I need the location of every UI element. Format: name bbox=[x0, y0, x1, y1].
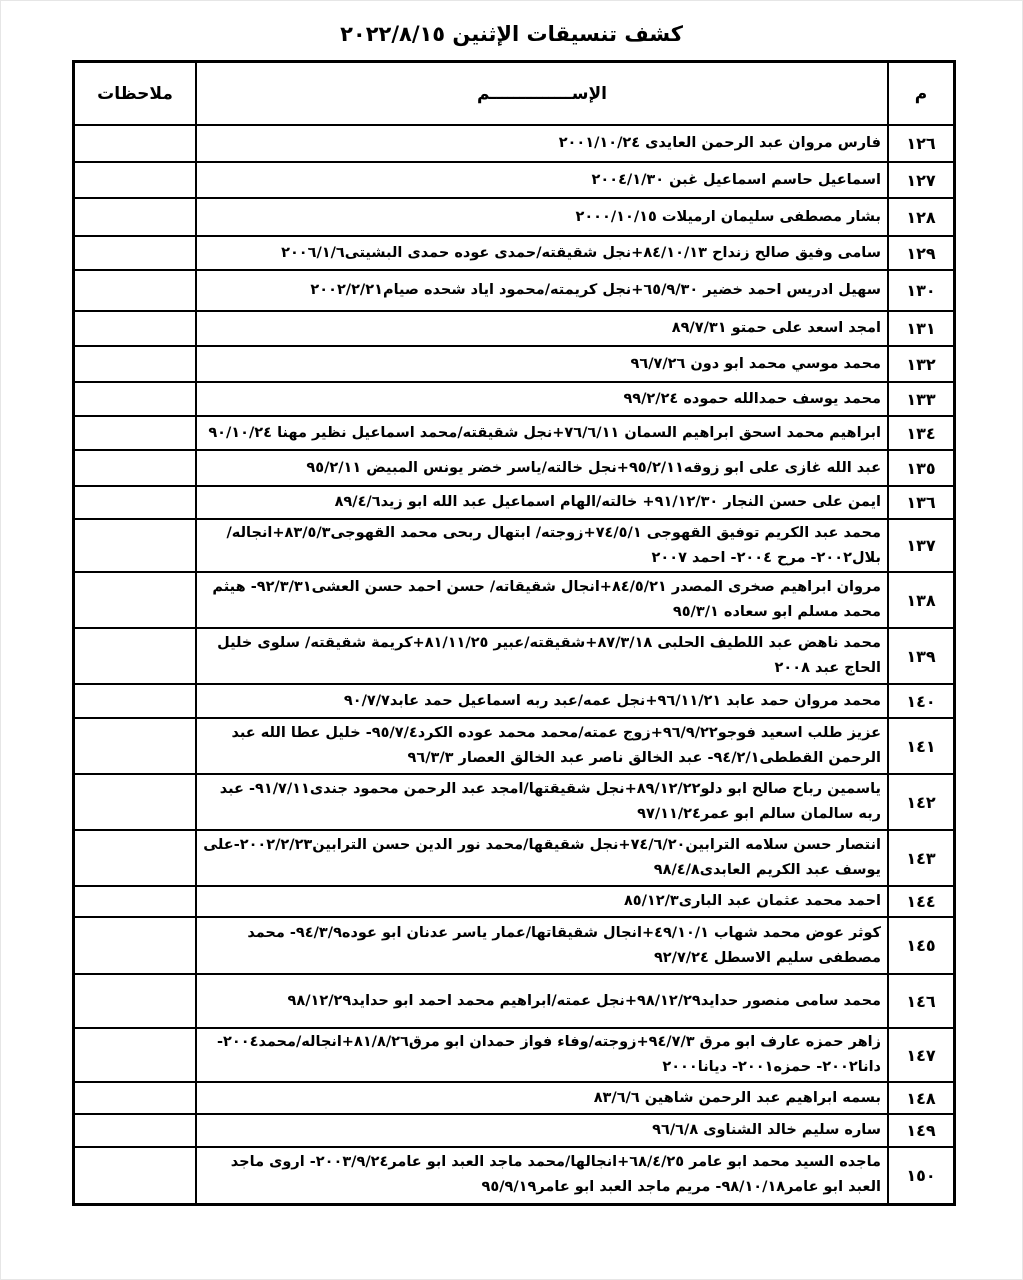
row-number: ١٢٦ bbox=[888, 125, 955, 162]
table-row bbox=[74, 125, 955, 162]
row-name: ابراهيم محمد اسحق ابراهيم السمان ٧٦/٦/١١+نجل شقيقته/محمد اسماعيل نظير مهنا ٩٠/١٠/٢٤ bbox=[196, 416, 888, 450]
row-notes bbox=[74, 416, 197, 450]
row-notes bbox=[74, 311, 197, 346]
row-number: ١٤٩ bbox=[888, 1114, 955, 1147]
row-number: ١٤٠ bbox=[888, 684, 955, 718]
row-notes bbox=[74, 450, 197, 486]
row-notes bbox=[74, 774, 197, 830]
row-notes bbox=[74, 917, 197, 974]
table-row bbox=[74, 450, 955, 486]
row-name: امجد اسعد على حمتو ٨٩/٧/٣١ bbox=[196, 311, 888, 346]
row-number: ١٣٠ bbox=[888, 270, 955, 311]
table-row bbox=[74, 684, 955, 718]
table-row bbox=[74, 774, 955, 830]
row-notes bbox=[74, 974, 197, 1028]
row-name: محمد يوسف حمدالله حموده ٩٩/٢/٢٤ bbox=[196, 382, 888, 416]
table-row bbox=[74, 886, 955, 917]
row-number: ١٤٤ bbox=[888, 886, 955, 917]
row-name: بشار مصطفى سليمان ارميلات ٢٠٠٠/١٠/١٥ bbox=[196, 198, 888, 236]
table-row bbox=[74, 917, 955, 974]
row-notes bbox=[74, 684, 197, 718]
row-name: مروان ابراهيم صخرى المصدر ٨٤/٥/٢١+انجال شقيقاته/ حسن احمد حسن العشى٩٢/٣/٣١- هيثم محمد مسلم ابو سعاده ٩٥/٣/١ bbox=[196, 572, 888, 628]
row-number: ١٣٧ bbox=[888, 519, 955, 572]
row-number: ١٣٦ bbox=[888, 486, 955, 519]
row-notes bbox=[74, 236, 197, 270]
row-notes bbox=[74, 1028, 197, 1082]
table-row bbox=[74, 162, 955, 198]
page-title: كشف تنسيقات الإثنين ٢٠٢٢/٨/١٥ bbox=[340, 22, 683, 46]
row-number: ١٣٩ bbox=[888, 628, 955, 684]
table-row bbox=[74, 974, 955, 1028]
row-notes bbox=[74, 162, 197, 198]
table-row bbox=[74, 1147, 955, 1204]
row-name: سهيل ادريس احمد خضير ٦٥/٩/٣٠+نجل كريمته/محمود اياد شحده صيام٢٠٠٢/٢/٢١ bbox=[196, 270, 888, 311]
table-row bbox=[74, 486, 955, 519]
row-name: كوثر عوض محمد شهاب ٤٩/١٠/١+انجال شقيقاتها/عمار ياسر عدنان ابو عوده٩٤/٣/٩- محمد مصطفى سليم الاسطل ٩٢/٧/٢٤ bbox=[196, 917, 888, 974]
row-name: عبد الله غازى على ابو زوقه٩٥/٢/١١+نجل خالته/ياسر خضر يونس المبيض ٩٥/٢/١١ bbox=[196, 450, 888, 486]
table-header-row bbox=[74, 62, 955, 126]
row-number: ١٣٣ bbox=[888, 382, 955, 416]
table-row bbox=[74, 416, 955, 450]
row-name: ساره سليم خالد الشناوى ٩٦/٦/٨ bbox=[196, 1114, 888, 1147]
table-row bbox=[74, 830, 955, 886]
row-name: اسماعيل حاسم اسماعيل غبن ٢٠٠٤/١/٣٠ bbox=[196, 162, 888, 198]
row-number: ١٣٤ bbox=[888, 416, 955, 450]
row-notes bbox=[74, 519, 197, 572]
row-number: ١٢٧ bbox=[888, 162, 955, 198]
table-row bbox=[74, 718, 955, 774]
row-name: انتصار حسن سلامه الترابين٧٤/٦/٢٠+نجل شقيقها/محمد نور الدين حسن الترابين٢٠٠٢/٢/٢٣-على يوسف عبد الكريم العابدى٩٨/٤/٨ bbox=[196, 830, 888, 886]
header-name: الإســــــــــــــم bbox=[196, 62, 888, 126]
row-name: محمد ناهض عبد اللطيف الحلبى ٨٧/٣/١٨+شقيقته/عبير ٨١/١١/٢٥+كريمة شقيقته/ سلوى خليل الحاج عبد ٢٠٠٨ bbox=[196, 628, 888, 684]
row-name: محمد مروان حمد عابد ٩٦/١١/٢١+نجل عمه/عبد ربه اسماعيل حمد عابد٩٠/٧/٧ bbox=[196, 684, 888, 718]
row-name: فارس مروان عبد الرحمن العايدى ٢٠٠١/١٠/٢٤ bbox=[196, 125, 888, 162]
header-notes: ملاحظات bbox=[74, 62, 197, 126]
row-name: احمد محمد عثمان عبد البارى٨٥/١٢/٣ bbox=[196, 886, 888, 917]
table-row bbox=[74, 346, 955, 382]
table-row bbox=[74, 1028, 955, 1082]
coordination-table bbox=[72, 60, 956, 1206]
row-notes bbox=[74, 830, 197, 886]
table-row bbox=[74, 519, 955, 572]
row-notes bbox=[74, 270, 197, 311]
row-name: بسمه ابراهيم عبد الرحمن شاهين ٨٣/٦/٦ bbox=[196, 1082, 888, 1114]
row-number: ١٤٥ bbox=[888, 917, 955, 974]
row-notes bbox=[74, 1082, 197, 1114]
row-notes bbox=[74, 198, 197, 236]
row-number: ١٢٨ bbox=[888, 198, 955, 236]
row-name: سامى وفيق صالح زنداح ٨٤/١٠/١٣+نجل شقيقته/حمدى عوده حمدى البشيتى٢٠٠٦/١/٦ bbox=[196, 236, 888, 270]
table-row bbox=[74, 198, 955, 236]
row-number: ١٤٨ bbox=[888, 1082, 955, 1114]
row-notes bbox=[74, 382, 197, 416]
row-number: ١٥٠ bbox=[888, 1147, 955, 1204]
row-notes bbox=[74, 486, 197, 519]
row-notes bbox=[74, 718, 197, 774]
table-row bbox=[74, 382, 955, 416]
table-row bbox=[74, 236, 955, 270]
row-number: ١٤٦ bbox=[888, 974, 955, 1028]
row-name: ماجده السيد محمد ابو عامر ٦٨/٤/٢٥+انجالها/محمد ماجد العبد ابو عامر٢٠٠٣/٩/٢٤- اروى ماجد العبد ابو عامر٩٨/١٠/١٨- مريم ماجد العبد ابو عامر٩٥/٩/١٩ bbox=[196, 1147, 888, 1204]
row-number: ١٢٩ bbox=[888, 236, 955, 270]
table-row bbox=[74, 572, 955, 628]
row-notes bbox=[74, 1114, 197, 1147]
row-notes bbox=[74, 1147, 197, 1204]
row-name: محمد سامى منصور حدايد٩٨/١٢/٢٩+نجل عمته/ابراهيم محمد احمد ابو حدايد٩٨/١٢/٢٩ bbox=[196, 974, 888, 1028]
row-number: ١٣٨ bbox=[888, 572, 955, 628]
row-notes bbox=[74, 628, 197, 684]
row-number: ١٤٣ bbox=[888, 830, 955, 886]
table-row bbox=[74, 628, 955, 684]
row-number: ١٤٧ bbox=[888, 1028, 955, 1082]
row-notes bbox=[74, 886, 197, 917]
row-name: ياسمين رباح صالح ابو دلو٨٩/١٢/٢٢+نجل شقيقتها/امجد عبد الرحمن محمود جندى٩١/٧/١١- عبد ربه سالمان سالم ابو عمر٩٧/١١/٢٤ bbox=[196, 774, 888, 830]
row-number: ١٣٥ bbox=[888, 450, 955, 486]
table-row bbox=[74, 311, 955, 346]
table-row bbox=[74, 1114, 955, 1147]
row-notes bbox=[74, 572, 197, 628]
table-row bbox=[74, 270, 955, 311]
row-number: ١٣٢ bbox=[888, 346, 955, 382]
row-number: ١٤١ bbox=[888, 718, 955, 774]
row-name: محمد عبد الكريم توفيق القهوجى ٧٤/٥/١+زوجته/ ابتهال ربحى محمد القهوجى٨٣/٥/٣+انجاله/بلال٢٠٠٢- مرح ٢٠٠٤- احمد ٢٠٠٧ bbox=[196, 519, 888, 572]
row-notes bbox=[74, 346, 197, 382]
header-num: م bbox=[888, 62, 955, 126]
row-number: ١٣١ bbox=[888, 311, 955, 346]
table-body bbox=[74, 125, 955, 1204]
row-name: محمد موسي محمد ابو دون ٩٦/٧/٢٦ bbox=[196, 346, 888, 382]
row-name: زاهر حمزه عارف ابو مرق ٩٤/٧/٣+زوجته/وفاء فواز حمدان ابو مرق٨١/٨/٢٦+انجاله/محمد٢٠٠٤- دانا٢٠٠٢- حمزه٢٠٠١- ديانا٢٠٠٠ bbox=[196, 1028, 888, 1082]
table-row bbox=[74, 1082, 955, 1114]
row-name: عزيز طلب اسعيد فوجو٩٦/٩/٢٢+زوج عمته/محمد محمد عوده الكرد٩٥/٧/٤- خليل عطا الله عبد الرحمن القططى٩٤/٢/١- عبد الخالق ناصر عبد الخالق العصار ٩٦/٣/٣ bbox=[196, 718, 888, 774]
row-notes bbox=[74, 125, 197, 162]
row-number: ١٤٢ bbox=[888, 774, 955, 830]
row-name: ايمن على حسن النجار ٩١/١٢/٣٠+ خالته/الهام اسماعيل عبد الله ابو زيد٨٩/٤/٦ bbox=[196, 486, 888, 519]
